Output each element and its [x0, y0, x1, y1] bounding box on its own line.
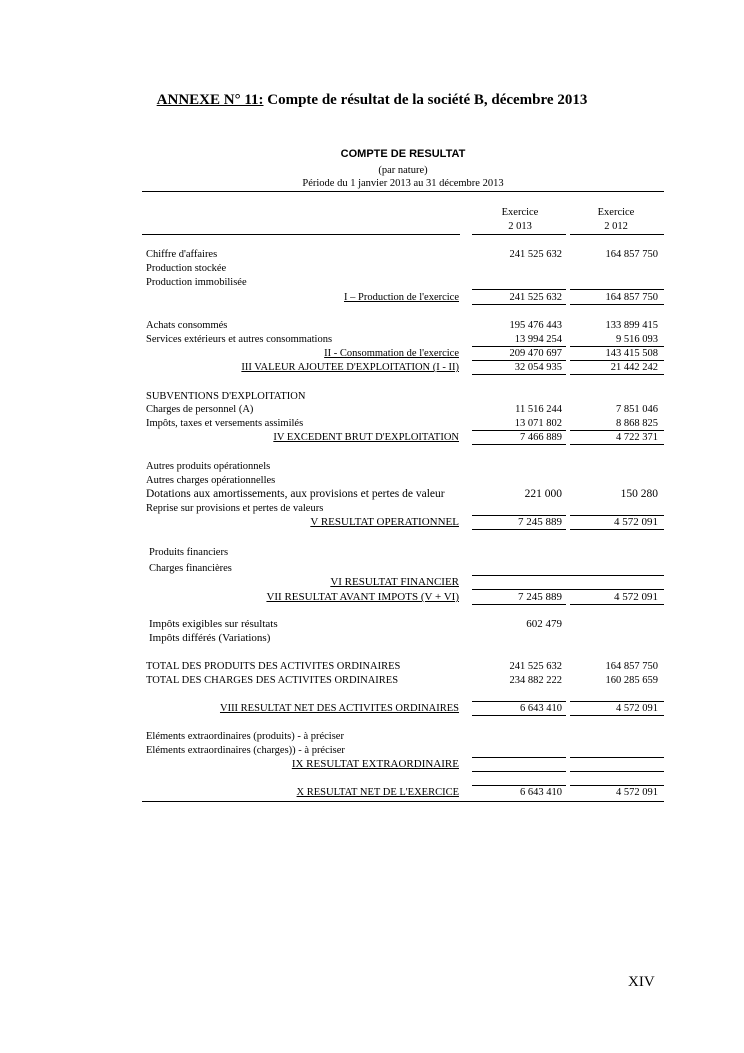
row-label-charges-fin: Charges financières [149, 563, 232, 574]
row-value-2013-impots: 13 071 802 [514, 418, 562, 429]
row-value-2012-impots: 8 868 825 [616, 418, 658, 429]
row-label-extra-prod: Eléments extraordinaires (produits) - à préciser [146, 731, 344, 742]
row-label-dotations: Dotations aux amortissements, aux provisions et pertes de valeur [146, 488, 445, 500]
row-value-2013-ca: 241 525 632 [509, 249, 562, 260]
row-value-2012-ca: 164 857 750 [605, 249, 658, 260]
row-label-autres-prod: Autres produits opérationnels [146, 461, 271, 472]
rule [472, 575, 664, 576]
row-value-2013-personnel: 11 516 244 [515, 404, 562, 415]
col1-header-line1: Exercice [501, 207, 539, 218]
row-value-2012-services: 9 516 093 [616, 334, 658, 345]
row-label-autres-charges: Autres charges opérationnelles [146, 475, 276, 486]
rule [472, 589, 664, 590]
row-value-2012-res-avant-impots: 4 572 091 [614, 591, 658, 603]
row-value-2013-conso-exercice: 209 470 697 [509, 348, 562, 359]
bottom-rule [142, 801, 664, 802]
row-value-2012-res-op: 4 572 091 [614, 516, 658, 528]
header-rule [142, 191, 664, 192]
row-label-res-net: X RESULTAT NET DE L'EXERCICE [296, 787, 459, 798]
row-value-2013-prod-exercice: 241 525 632 [509, 292, 562, 303]
row-value-2013-res-avant-impots: 7 245 889 [518, 591, 562, 603]
row-value-2013-services: 13 994 254 [514, 334, 562, 345]
row-label-subventions: SUBVENTIONS D'EXPLOITATION [146, 391, 306, 402]
row-label-res-net-ord: VIII RESULTAT NET DES ACTIVITES ORDINAIRES [219, 703, 459, 714]
row-label-va: III VALEUR AJOUTEE D'EXPLOITATION (I - II) [241, 362, 459, 373]
row-label-res-op: V RESULTAT OPERATIONNEL [310, 516, 459, 528]
row-label-reprise: Reprise sur provisions et pertes de valeurs [146, 503, 324, 514]
rule [472, 757, 566, 758]
rule [472, 715, 566, 716]
row-label-personnel: Charges de personnel (A) [146, 404, 254, 415]
row-value-2012-total-charges: 160 285 659 [605, 675, 658, 686]
rule [472, 529, 566, 530]
row-label-services: Services extérieurs et autres consommations [146, 334, 333, 345]
rule [570, 529, 664, 530]
row-label-total-prod: TOTAL DES PRODUITS DES ACTIVITES ORDINAIRES [146, 661, 401, 672]
row-value-2013-total-prod: 241 525 632 [509, 661, 562, 672]
rule [472, 604, 566, 605]
row-label-res-avant-impots: VII RESULTAT AVANT IMPOTS (V + VI) [266, 591, 459, 603]
row-label-achats: Achats consommés [146, 320, 228, 331]
statement-period: Période du 1 janvier 2013 au 31 décembre 2013 [302, 178, 504, 189]
rule [570, 289, 664, 290]
statement-heading: COMPTE DE RESULTAT [340, 148, 466, 160]
rule [472, 304, 566, 305]
rule [570, 757, 664, 758]
row-value-2013-total-charges: 234 882 222 [509, 675, 562, 686]
rule [472, 771, 566, 772]
row-label-conso-exercice: II - Consommation de l'exercice [324, 348, 459, 359]
rule [570, 304, 664, 305]
row-value-2013-res-net: 6 643 410 [520, 787, 562, 798]
rule [472, 444, 566, 445]
col2-header-rule [570, 234, 664, 235]
row-label-impots-diff: Impôts différés (Variations) [149, 632, 271, 644]
row-value-2012-res-net-ord: 4 572 091 [616, 703, 658, 714]
rule [472, 374, 566, 375]
row-value-2012-dotations: 150 280 [620, 488, 658, 500]
row-label-ebe: IV EXCEDENT BRUT D'EXPLOITATION [273, 432, 459, 443]
row-label-prod-exercice: I – Production de l'exercice [343, 292, 459, 303]
rule [570, 444, 664, 445]
row-value-2012-ebe: 4 722 371 [616, 432, 658, 443]
rule [570, 374, 664, 375]
col-header-rule-label [142, 234, 460, 235]
col1-header-line2: 2 013 [508, 221, 532, 232]
page-title [0, 92, 744, 109]
col1-header-rule [472, 234, 566, 235]
row-label-impots-exig: Impôts exigibles sur résultats [149, 618, 278, 630]
col2-header-line2: 2 012 [604, 221, 628, 232]
row-label-ca: Chiffre d'affaires [146, 249, 218, 260]
annex-title: Compte de résultat de la société B, décembre 2013 [263, 92, 588, 108]
row-label-prod-immo: Production immobilisée [146, 277, 247, 288]
row-value-2013-va: 32 054 935 [514, 362, 562, 373]
rule [570, 771, 664, 772]
row-label-total-charges: TOTAL DES CHARGES DES ACTIVITES ORDINAIRES [146, 675, 399, 686]
row-value-2012-total-prod: 164 857 750 [605, 661, 658, 672]
page-number: XIV [628, 974, 655, 990]
row-label-prod-fin: Produits financiers [149, 547, 229, 558]
row-value-2013-ebe: 7 466 889 [520, 432, 562, 443]
row-value-2012-res-net: 4 572 091 [616, 787, 658, 798]
statement-subheading: (par nature) [378, 165, 428, 176]
rule [570, 604, 664, 605]
row-value-2013-dotations: 221 000 [524, 488, 562, 500]
row-value-2012-personnel: 7 851 046 [616, 404, 658, 415]
row-value-2012-achats: 133 899 415 [605, 320, 658, 331]
row-value-2013-res-net-ord: 6 643 410 [520, 703, 562, 714]
rule [472, 289, 566, 290]
row-value-2013-res-op: 7 245 889 [518, 516, 562, 528]
row-value-2012-prod-exercice: 164 857 750 [605, 292, 658, 303]
annex-number: ANNEXE N° 11: [156, 92, 264, 108]
row-value-2012-va: 21 442 242 [610, 362, 658, 373]
row-label-impots: Impôts, taxes et versements assimilés [146, 418, 304, 429]
col2-header-line1: Exercice [597, 207, 635, 218]
row-value-2012-conso-exercice: 143 415 508 [605, 348, 658, 359]
row-label-extra-charges: Eléments extraordinaires (charges)) - à préciser [146, 745, 345, 756]
row-label-prod-stockee: Production stockée [146, 263, 227, 274]
row-label-res-fin: VI RESULTAT FINANCIER [330, 576, 459, 588]
row-label-res-extra: IX RESULTAT EXTRAORDINAIRE [291, 758, 459, 770]
row-value-2013-impots-exig: 602 479 [526, 618, 562, 630]
rule [570, 715, 664, 716]
row-value-2013-achats: 195 476 443 [509, 320, 562, 331]
